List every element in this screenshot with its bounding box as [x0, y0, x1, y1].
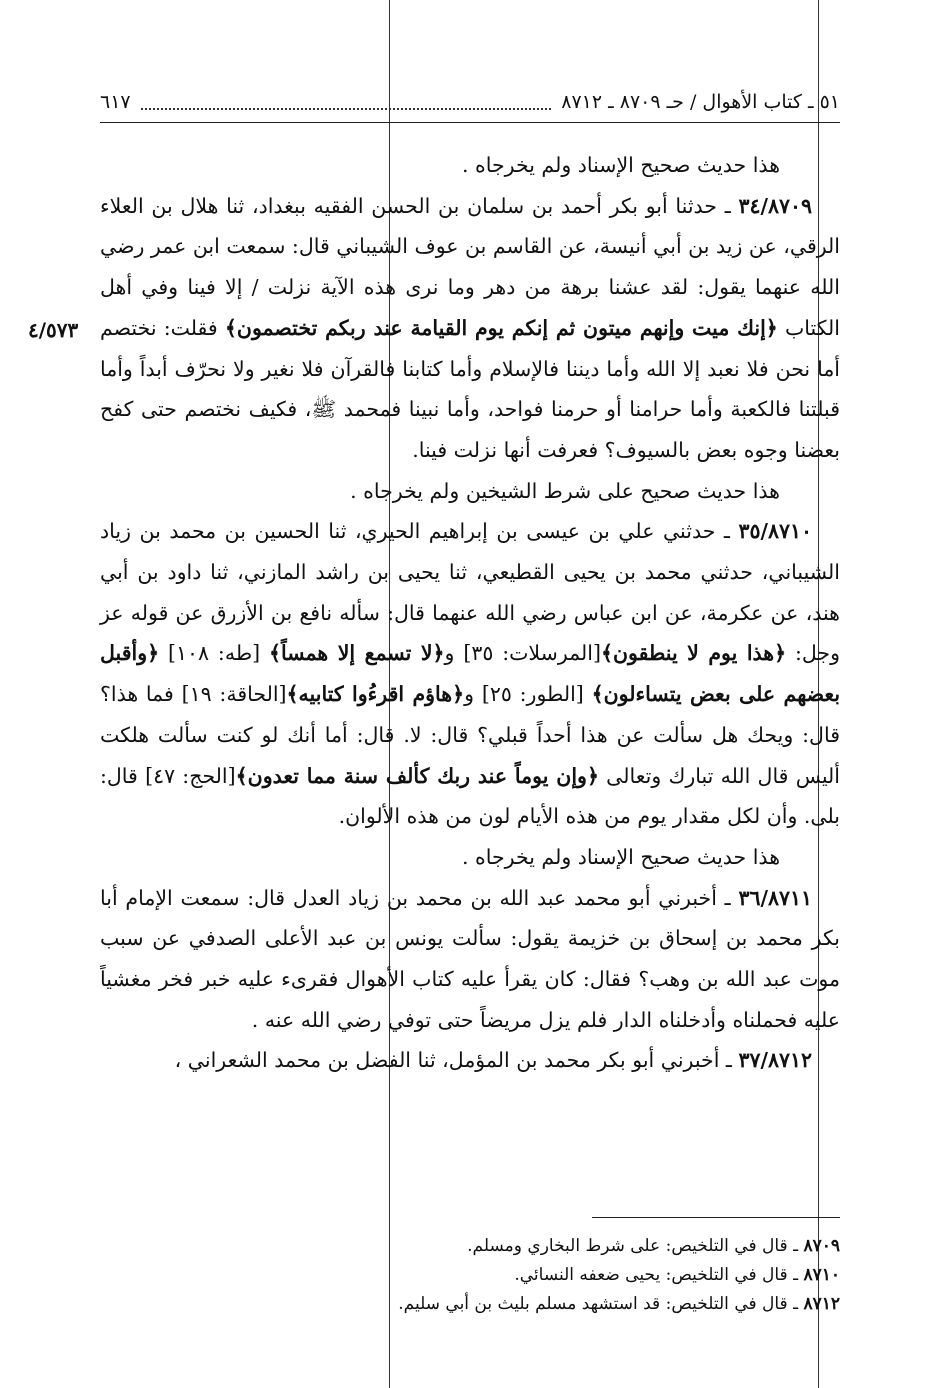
hadith-text: ـ أخبرني أبو محمد عبد الله بن محمد بن زياد العدل قال: سمعت الإمام أبا بكر محمد بن إسحاق بن خزيمة يقول: سألت يونس بن عبد الأعلى الصدفي عن سبب موت عبد الله بن وهب؟ فقال: كان يقرأ عليه كتاب الأهوال فقرىء عليه خبر فخر مغشياً عليه فحملناه وأدخلناه الدار فلم يزل مريضاً حتى توفي رضي الله عنه . [100, 885, 840, 1032]
footnotes [300, 1232, 840, 1319]
quran-verse: ﴿وأقبل بعضهم على بعض يتساءلون﴾ [100, 641, 841, 707]
footnote-rule [592, 1217, 840, 1218]
footnote-number: ٨٧١٢ [803, 1294, 840, 1314]
hadith-text: ـ حدثنا أبو بكر أحمد بن سلمان بن الحسن الفقيه ببغداد، ثنا هلال بن العلاء الرقي، عن زيد بن أبي أنيسة، عن القاسم بن عوف الشيباني قال: سمعت ابن عمر رضي الله عنهما يقول: لقد عشنا برهة من دهر وما نرى هذه الآية نزلت / إلا فينا وفي أهل الكتاب [100, 193, 840, 340]
footnote-text: ـ قال في التلخيص: يحيى ضعفه النسائي. [514, 1265, 804, 1285]
quran-verse: ﴿هذا يوم لا ينطقون﴾ [600, 641, 787, 666]
footnote-text: ـ قال في التلخيص: قد استشهد مسلم بليث بن أبي سليم. [398, 1294, 804, 1314]
hadith-text: [الحاقة: ١٩] فما هذا؟ قال: ويحك هل سألت عن هذا أحداً قبلي؟ قال: لا. قال: أما أنك لو كنت سألت هلكت أليس قال الله تبارك وتعالى [100, 682, 840, 788]
verse-reference: [الطور: ٢٥] و [464, 682, 592, 707]
hadith-8711 [100, 878, 840, 1041]
running-header [100, 84, 840, 120]
quran-verse: ﴿هاؤم اقرءُوا كتابيه﴾ [286, 682, 465, 707]
grading-remark: هذا حديث صحيح الإسناد ولم يخرجاه . [461, 844, 780, 869]
grading-remark: هذا حديث صحيح الإسناد ولم يخرجاه . [461, 153, 780, 177]
footnote [300, 1290, 840, 1319]
hadith-number: ٣٥/٨٧١٠ [738, 519, 812, 544]
hadith-text: [الحج: ٤٧] قال: بلى. وأن لكل مقدار يوم من هذه الأيام لون من هذه الألوان. [100, 763, 840, 829]
footnote-number: ٨٧١٠ [803, 1265, 840, 1285]
footnote-text: ـ قال في التلخيص: على شرط البخاري ومسلم. [467, 1236, 804, 1256]
hadith-number: ٣٧/٨٧١٢ [738, 1048, 812, 1073]
header-leader-dots [141, 94, 552, 110]
header-rule [100, 122, 840, 123]
quran-verse: ﴿وإن يوماً عند ربك كألف سنة مما تعدون﴾ [235, 763, 599, 788]
quran-verse: ﴿إنك ميت وإنهم ميتون ثم إنكم يوم القيامة عند ربكم تختصمون﴾ [224, 315, 778, 340]
page-number: ٦١٧ [100, 91, 131, 113]
verse-reference: [طه: ١٠٨] [159, 641, 270, 666]
margin-reference: ٤/٥٧٣ [28, 318, 79, 342]
hadith-8712 [100, 1040, 840, 1081]
hadith-8709 [100, 186, 840, 471]
hadith-number: ٣٦/٨٧١١ [738, 885, 812, 910]
grading-remark: هذا حديث صحيح على شرط الشيخين ولم يخرجاه . [350, 478, 780, 503]
hadith-text: فقلت: نختصم أما نحن فلا نعبد إلا الله وأما ديننا فالإسلام وأما كتابنا فالقرآن فلا نغير ولا نحرّف أبداً وأما قبلتنا فالكعبة وأما حرامنا أو حرمنا فواحد، وأما نبينا فمحمد ﷺ، فكيف نختصم حتى كفح بعضنا وجوه بعض بالسيوف؟ فعرفت أنها نزلت فينا. [100, 315, 840, 462]
header-title: ٥١ ـ كتاب الأهوال / حـ ٨٧٠٩ ـ ٨٧١٢ [561, 91, 840, 113]
hadith-8710 [100, 511, 840, 837]
footnote [300, 1261, 840, 1290]
footnote [300, 1232, 840, 1261]
verse-reference: [المرسلات: ٣٥] و [444, 641, 601, 666]
main-text [100, 145, 840, 1081]
quran-verse: ﴿لا تسمع إلا همساً﴾ [269, 641, 445, 666]
hadith-text: ـ أخبرني أبو بكر محمد بن المؤمل، ثنا الفضل بن محمد الشعراني ، [174, 1048, 739, 1073]
hadith-number: ٣٤/٨٧٠٩ [738, 193, 812, 218]
footnote-number: ٨٧٠٩ [803, 1236, 840, 1256]
hadith-text: ـ حدثني علي بن عيسى بن إبراهيم الحيري، ثنا الحسين بن محمد بن زياد الشيباني، حدثني محمد بن يحيى القطيعي، ثنا يحيى بن راشد المازني، ثنا داود بن أبي هند، عن عكرمة، عن ابن عباس رضي الله عنهما قال: سأله نافع بن الأزرق عن قوله عز وجل: [100, 519, 841, 666]
